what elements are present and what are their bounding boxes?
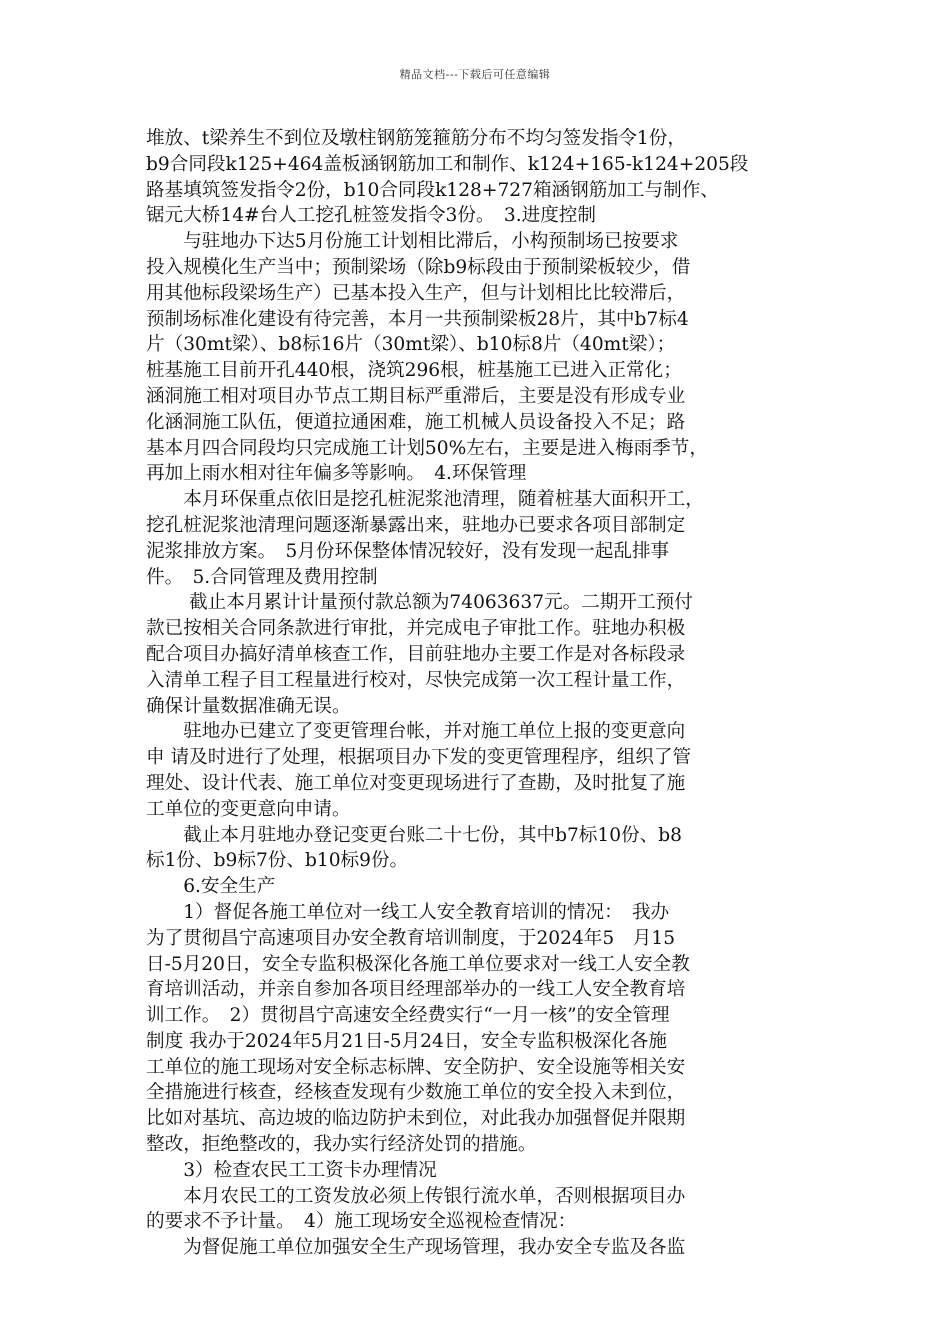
text-line: 用其他标段梁场生产）已基本投入生产，但与计划相比比较滞后，	[146, 282, 686, 304]
text-line: 挖孔桩泥浆池清理问题逐渐暴露出来，驻地办已要求各项目部制定	[146, 514, 686, 536]
text-line: 为了贯彻昌宁高速项目办安全教育培训制度，于2024年5 月15	[146, 927, 676, 949]
text-line: 日-5月20日，安全专监积极深化各施工单位要求对一线工人安全教	[146, 953, 690, 975]
text-line: 工单位的变更意向申请。	[146, 798, 351, 820]
text-line: 桩基施工目前开孔440根，浇筑296根，桩基施工已进入正常化；	[146, 360, 682, 382]
text-line: 泥浆排放方案。 5月份环保整体情况较好，没有发现一起乱排事	[146, 540, 670, 562]
text-line: 驻地办已建立了变更管理台帐，并对施工单位上报的变更意向	[146, 721, 686, 743]
text-line: 理处、设计代表、施工单位对变更现场进行了查勘，及时批复了施	[146, 772, 686, 794]
text-line: b9合同段k125+464盖板涵钢筋加工和制作、k124+165-k124+205段	[146, 153, 749, 175]
text-line: 为督促施工单位加强安全生产现场管理，我办安全专监及各监	[146, 1237, 686, 1259]
text-line: 比如对基坑、高边坡的临边防护未到位，对此我办加强督促并限期	[146, 1108, 686, 1130]
text-line: 截止本月驻地办登记变更台账二十七份，其中b7标10份、b8	[146, 824, 682, 846]
text-line: 本月农民工的工资发放必须上传银行流水单，否则根据项目办	[146, 1185, 686, 1207]
text-line: 投入规模化生产当中；预制梁场（除b9标段由于预制梁板较少，借	[146, 256, 691, 278]
text-line: 涵洞施工相对项目办节点工期目标严重滞后，主要是没有形成专业	[146, 385, 686, 407]
text-line: 的要求不予计量。 4）施工现场安全巡视检查情况：	[146, 1211, 577, 1233]
text-line: 工单位的施工现场对安全标志标牌、安全防护、安全设施等相关安	[146, 1056, 686, 1078]
text-line: 整改，拒绝整改的，我办实行经济处罚的措施。	[146, 1134, 537, 1156]
text-line: 预制场标准化建设有待完善，本月一共预制梁板28片，其中b7标4	[146, 308, 689, 330]
text-line: 入清单工程子目工程量进行校对，尽快完成第一次工程计量工作，	[146, 669, 686, 691]
text-line: 本月环保重点依旧是挖孔桩泥浆池清理，随着桩基大面积开工，	[146, 489, 704, 511]
text-line: 件。 5.合同管理及费用控制	[146, 566, 378, 588]
text-line: 再加上雨水相对往年偏多等影响。 4.环保管理	[146, 463, 527, 485]
text-line: 制度 我办于2024年5月21日-5月24日，安全专监积极深化各施	[146, 1030, 667, 1052]
text-line: 锯元大桥14#台人工挖孔桩签发指令3份。 3.进度控制	[146, 205, 596, 227]
text-line: 1）督促各施工单位对一线工人安全教育培训的情况： 我办	[146, 901, 670, 923]
text-line: 6.安全生产	[146, 876, 276, 898]
text-line: 3）检查农民工工资卡办理情况	[146, 1159, 437, 1181]
text-line: 截止本月累计计量预付款总额为74063637元。二期开工预付	[146, 592, 693, 614]
text-line: 与驻地办下达5月份施工计划相比滞后，小构预制场已按要求	[146, 231, 679, 253]
text-line: 全措施进行核查，经核查发现有少数施工单位的安全投入未到位，	[146, 1082, 686, 1104]
text-line: 款已按相关合同条款进行审批，并完成电子审批工作。驻地办积极	[146, 618, 686, 640]
text-line: 堆放、t梁养生不到位及墩柱钢筋笼箍筋分布不均匀签发指令1份，	[146, 128, 686, 149]
text-line: 标1份、b9标7份、b10标9份。	[146, 850, 409, 872]
page-header: 精品文档---下载后可任意编辑	[399, 68, 551, 81]
text-line: 路基填筑签发指令2份，b10合同段k128+727箱涵钢筋加工与制作、	[146, 179, 719, 201]
text-line: 训工作。 2）贯彻昌宁高速安全经费实行“一月一核”的安全管理	[146, 1005, 670, 1027]
text-line: 基本月四合同段均只完成施工计划50%左右，主要是进入梅雨季节，	[146, 437, 708, 459]
text-line: 化涵洞施工队伍，便道拉通困难，施工机械人员设备投入不足；路	[146, 411, 686, 433]
text-line: 确保计量数据准确无误。	[146, 695, 351, 717]
text-line: 片（30mt梁）、b8标16片（30mt梁）、b10标8片（40mt梁）；	[146, 334, 676, 356]
text-line: 育培训活动，并亲自参加各项目经理部举办的一线工人安全教育培	[146, 979, 686, 1001]
text-line: 申 请及时进行了处理，根据项目办下发的变更管理程序，组织了管	[146, 747, 692, 769]
document-body	[146, 126, 810, 1261]
text-line: 配合项目办搞好清单核查工作，目前驻地办主要工作是对各标段录	[146, 643, 686, 665]
